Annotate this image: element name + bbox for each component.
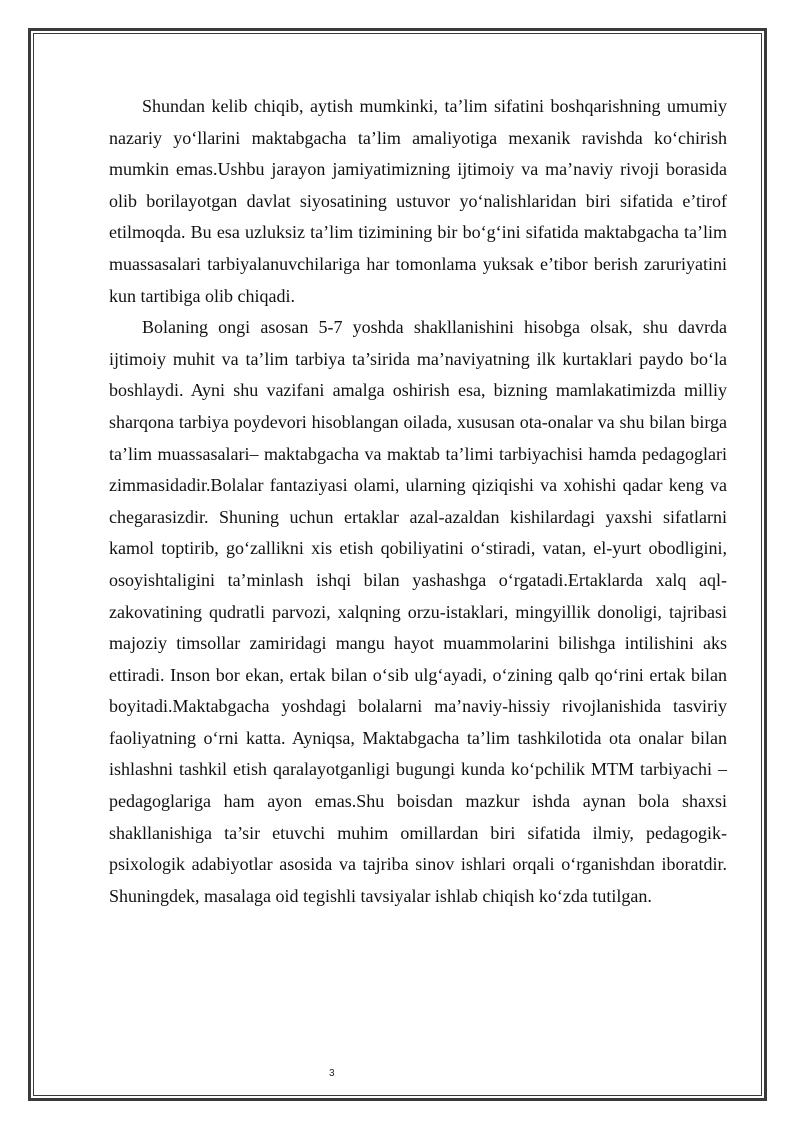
paragraph: Bolaning ongi asosan 5-7 yoshda shakllanishini hisobga olsak, shu davrda ijtimoiy muhit va ta’lim tarbiya ta’sirida ma’naviyatning ilk kurtaklari paydo bo‘la boshlaydi. Ayni shu vazifani amalga oshirish esa, bizning mamlakatimizda milliy sharqona tarbiya poydevori hisoblangan oilada, xususan ota-onalar va shu bilan birga ta’lim muassasalari– maktabgacha va maktab ta’limi tarbiyachisi hamda pedagoglari zimmasidadir.Bolalar fantaziyasi olami, ularning qiziqishi va xohishi qadar keng va chegarasizdir. Shuning uchun ertaklar azal-azaldan kishilardagi yaxshi sifatlarni kamol toptirib, go‘zallikni xis etish qobiliyatini o‘stiradi, vatan, el-yurt obodligini, osoyishtaligini ta’minlash ishqi bilan yashashga o‘rgatadi.Ertaklarda xalq aql-zakovatining qudratli parvozi, xalqning orzu-istaklari, mingyillik donoligi, tajribasi majoziy timsollar zamiridagi mangu hayot muammolarini bilishga intilishini aks ettiradi. Inson bor ekan, ertak bilan o‘sib ulg‘ayadi, o‘zining qalb qo‘rini ertak bilan boyitadi.Maktabgacha yoshdagi bolalarni ma’naviy-hissiy rivojlanishida tasviriy faoliyatning o‘rni katta. Ayniqsa, Maktabgacha ta’lim tashkilotida ota onalar bilan ishlashni tashkil etish qaralayotganligi bugungi kunda ko‘pchilik MTM tarbiyachi –pedagoglariga ham ayon emas.Shu boisdan mazkur ishda aynan bola shaxsi shakllanishiga ta’sir etuvchi muhim omillardan biri sifatida ilmiy, pedagogik-psixologik adabiyotlar asosida va tajriba sinov ishlari orqali o‘rganishdan iboratdir. Shuningdek, masalaga oid tegishli tavsiyalar ishlab chiqish ko‘zda tutilgan. [109,317,727,906]
paragraph: Shundan kelib chiqib, aytish mumkinki, ta’lim sifatini boshqarishning umumiy nazariy yo‘llarini maktabgacha ta’lim amaliyotiga mexanik ravishda ko‘chirish mumkin emas.Ushbu jarayon jamiyatimizning ijtimoiy va ma’naviy rivoji borasida olib borilayotgan davlat siyosatining ustuvor yo‘nalishlaridan biri sifatida e’tirof etilmoqda. Bu esa uzluksiz ta’lim tizimining bir bo‘g‘ini sifatida maktabgacha ta’lim muassasalari tarbiyalanuvchilariga har tomonlama yuksak e’tibor berish zaruriyatini kun tartibiga olib chiqadi. [109,96,727,306]
page-number: 3 [329,1068,335,1079]
document-body [109,91,727,912]
